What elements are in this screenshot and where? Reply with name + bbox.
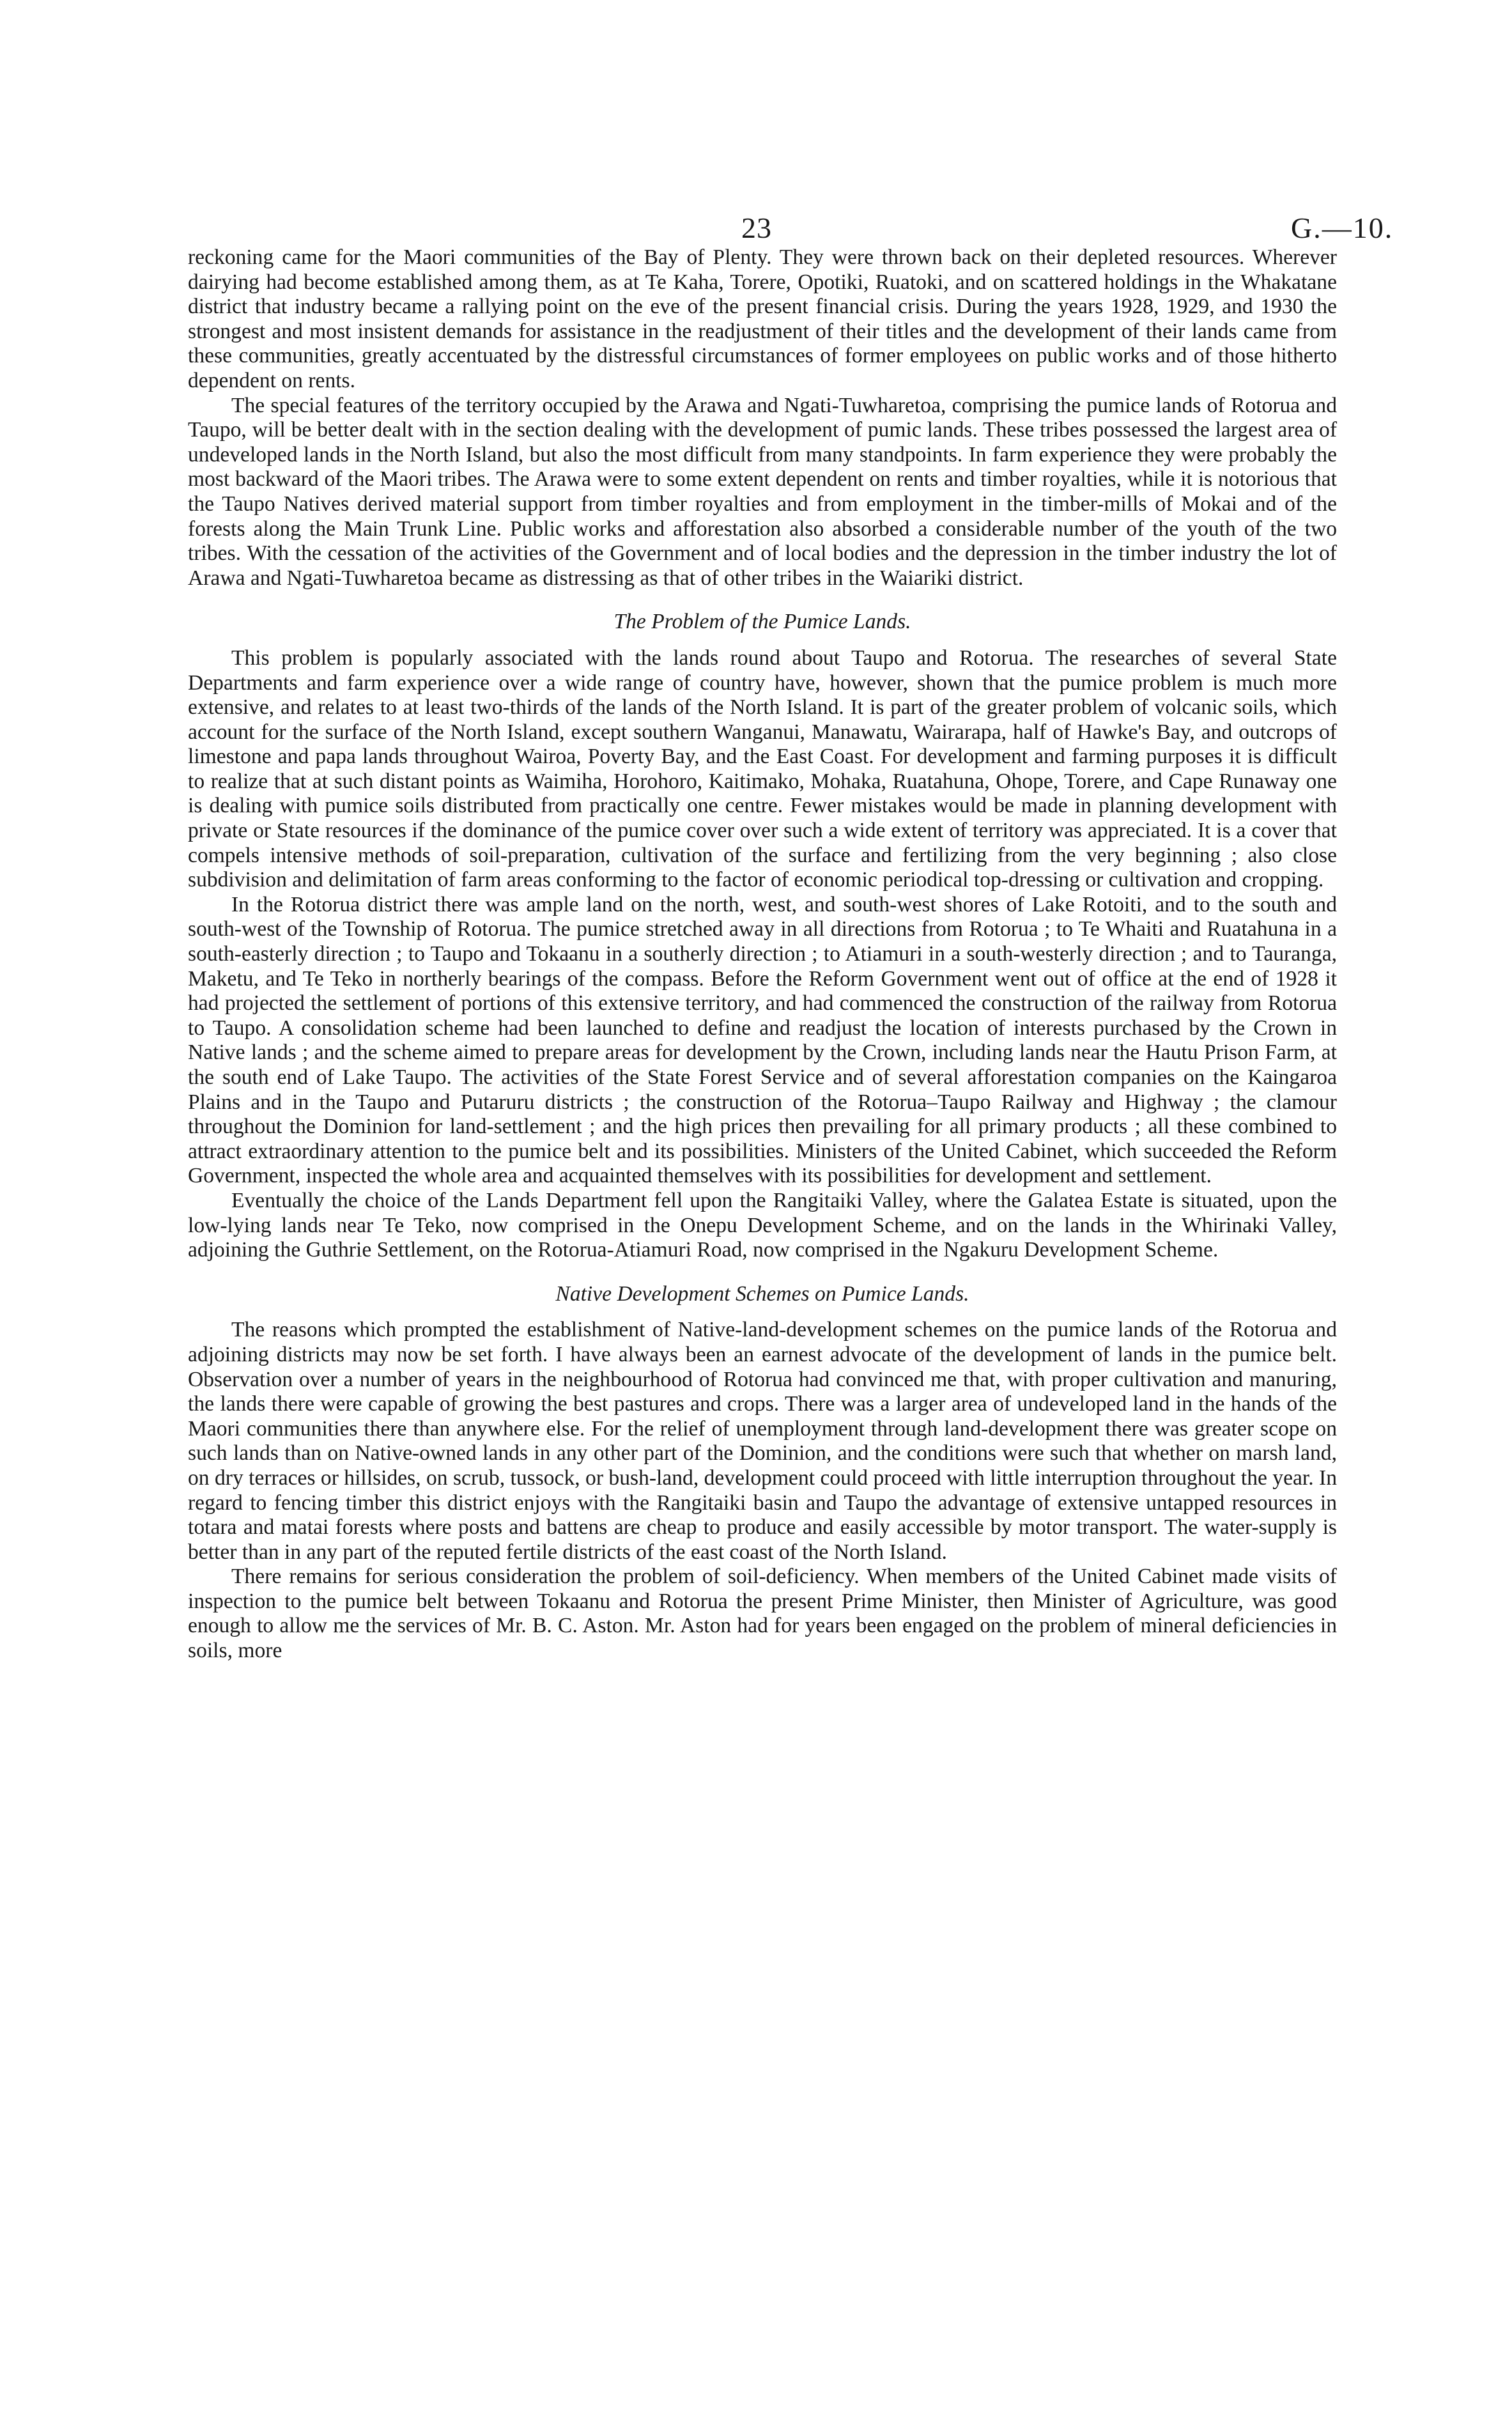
paragraph-development-reasons: The reasons which prompted the establishment of Native-land-development schemes on the pumice lands of the Rotorua and adjoining districts may now be set forth. I have always been an earnest advocate of the development of lands in the pumice belt. Observation over a number of years in the neighbourhood of Rotorua had convinced me that, with proper cultivation and manuring, the lands there were capable of growing the best pastures and crops. There was a larger area of undeveloped land in the hands of the Maori communities there than anywhere else. For the relief of unemployment through land-development there was greater scope on such lands than on Native-owned lands in any other part of the Dominion, and the conditions were such that whether on marsh land, on dry terraces or hillsides, on scrub, tussock, or bush-land, development could proceed with little interruption throughout the year. In regard to fencing timber this district enjoys with the Rangitaiki basin and Taupo the advantage of extensive untapped resources in totara and matai forests where posts and battens are cheap to produce and easily accessible by motor transport. The water-supply is better than in any part of the reputed fertile districts of the east coast of the North Island. xyxy=(188,1318,1337,1564)
paragraph-lands-department-choice: Eventually the choice of the Lands Department fell upon the Rangitaiki Valley, where the Galatea Estate is situated, upon the low-lying lands near Te Teko, now comprised in the Onepu Development Scheme, and on the lands in the Whirinaki Valley, adjoining the Guthrie Settlement, on the Rotorua-Atiamuri Road, now comprised in the Ngakuru Development Scheme. xyxy=(188,1188,1337,1262)
document-body xyxy=(188,245,1337,1664)
paragraph-rotorua-district: In the Rotorua district there was ample land on the north, west, and south-west shores of Lake Rotoiti, and to the south and south-west of the Township of Rotorua. The pumice stretched away in all directions from Rotorua ; to Te Whaiti and Ruatahuna in a south-easterly direction ; to Taupo and Tokaanu in a southerly direction ; to Atiamuri in a south-westerly direction ; and to Tauranga, Maketu, and Te Teko in northerly bearings of the compass. Before the Reform Government went out of office at the end of 1928 it had projected the settlement of portions of this extensive territory, and had commenced the construction of the railway from Rotorua to Taupo. A consolidation scheme had been launched to define and readjust the location of interests purchased by the Crown in Native lands ; and the scheme aimed to prepare areas for development by the Crown, including lands near the Hautu Prison Farm, at the south end of Lake Taupo. The activities of the State Forest Service and of several afforestation companies on the Kaingaroa Plains and in the Taupo and Putaruru districts ; the construction of the Rotorua–Taupo Railway and Highway ; the clamour throughout the Dominion for land-settlement ; and the high prices then prevailing for all primary products ; all these combined to attract extraordinary attention to the pumice belt and its possibilities. Ministers of the United Cabinet, which succeeded the Reform Government, inspected the whole area and acquainted themselves with its possibilities for development and settlement. xyxy=(188,892,1337,1188)
page-number: 23 xyxy=(741,212,772,244)
paragraph-soil-deficiency: There remains for serious consideration the problem of soil-deficiency. When members of the United Cabinet made visits of inspection to the pumice belt between Tokaanu and Rotorua the present Prime Minister, then Minister of Agriculture, was good enough to allow me the services of Mr. B. C. Aston. Mr. Aston had for years been engaged on the problem of mineral deficiencies in soils, more xyxy=(188,1565,1337,1663)
section-heading-pumice-problem: The Problem of the Pumice Lands. xyxy=(613,610,911,634)
paragraph-arawa-tuwharetoa: The special features of the territory occupied by the Arawa and Ngati-Tuwharetoa, comprising the pumice lands of Rotorua and Taupo, will be better dealt with in the section dealing with the development of pumic lands. These tribes possessed the largest area of undeveloped lands in the North Island, but also the most difficult from many standpoints. In farm experience they were probably the most backward of the Maori tribes. The Arawa were to some extent dependent on rents and timber royalties, while it is notorious that the Taupo Natives derived material support from timber royalties and from employment in the timber-mills of Mokai and of the forests along the Main Trunk Line. Public works and afforestation also absorbed a considerable number of the youth of the two tribes. With the cessation of the activities of the Government and of local bodies and the depression in the timber industry the lot of Arawa and Ngati-Tuwharetoa became as distressing as that of other tribes in the Waiariki district. xyxy=(188,393,1337,590)
section-heading-native-development: Native Development Schemes on Pumice Lands. xyxy=(555,1281,969,1306)
document-reference: G.—10. xyxy=(1291,212,1394,244)
paragraph-pumice-problem: This problem is popularly associated with the lands round about Taupo and Rotorua. The researches of several State Departments and farm experience over a wide range of country have, however, shown that the pumice problem is much more extensive, and relates to at least two-thirds of the lands of the North Island. It is part of the greater problem of volcanic soils, which account for the surface of the North Island, except southern Wanganui, Manawatu, Wairarapa, half of Hawke's Bay, and outcrops of limestone and papa lands throughout Wairoa, Poverty Bay, and the East Coast. For development and farming purposes it is difficult to realize that at such distant points as Waimiha, Horohoro, Kaitimako, Mohaka, Ruatahuna, Ohope, Torere, and Cape Runaway one is dealing with pumice soils distributed from practically one centre. Fewer mistakes would be made in planning development with private or State resources if the dominance of the pumice cover over such a wide extent of territory was appreciated. It is a cover that compels intensive methods of soil-preparation, cultivation of the surface and fertilizing from the very beginning ; also close subdivision and delimitation of farm areas conforming to the factor of economic periodical top-dressing or cultivation and cropping. xyxy=(188,646,1337,892)
paragraph-bay-of-plenty: reckoning came for the Maori communities of the Bay of Plenty. They were thrown back on their depleted resources. Wherever dairying had become established among them, as at Te Kaha, Torere, Opotiki, Ruatoki, and on scattered holdings in the Whakatane district that industry became a rallying point on the eve of the present financial crisis. During the years 1928, 1929, and 1930 the strongest and most insistent demands for assistance in the readjustment of their titles and the development of their lands came from these communities, greatly accentuated by the distressful circumstances of former employees on public works and of those hitherto dependent on rents. xyxy=(188,245,1337,392)
